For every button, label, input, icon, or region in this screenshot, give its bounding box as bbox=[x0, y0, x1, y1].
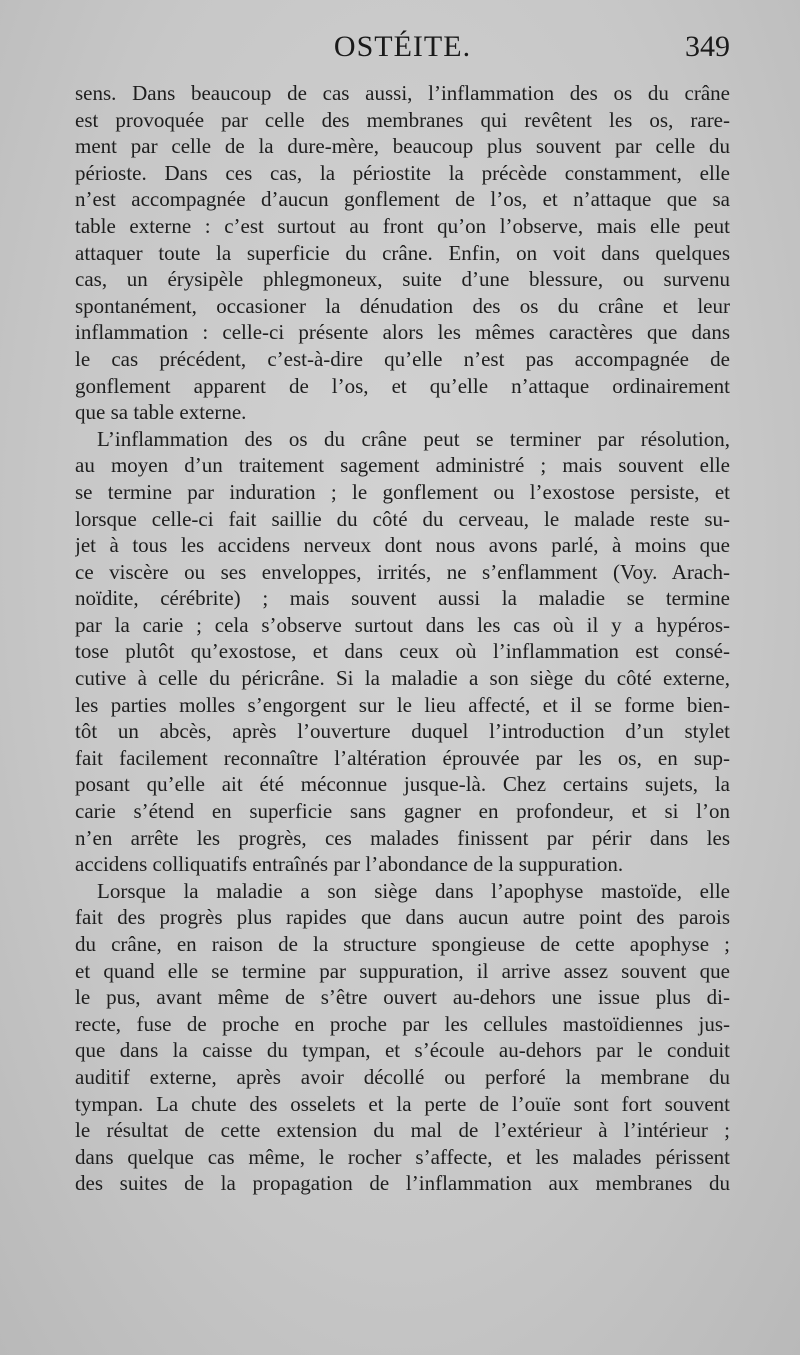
text-line: table externe : c’est surtout au front qu’on l’observe, mais elle peut bbox=[75, 213, 730, 238]
text-line: tôt un abcès, après l’ouverture duquel l’introduction d’un stylet bbox=[75, 719, 730, 744]
running-title: OSTÉITE. bbox=[333, 30, 472, 63]
text-line: carie s’étend en superficie sans gagner en profondeur, et si l’on bbox=[75, 799, 730, 824]
text-line: n’est accompagnée d’aucun gonflement de l’os, et n’attaque que sa bbox=[75, 187, 730, 212]
text-line: recte, fuse de proche en proche par les cellules mastoïdiennes jus- bbox=[75, 1011, 730, 1036]
text-line: tose plutôt qu’exostose, et dans ceux où l’inflammation est consé- bbox=[75, 639, 730, 664]
page-number: 349 bbox=[685, 30, 730, 63]
text-line: au moyen d’un traitement sagement administré ; mais souvent elle bbox=[75, 453, 730, 478]
text-line: jet à tous les accidens nerveux dont nous avons parlé, à moins que bbox=[75, 533, 730, 558]
text-line: lorsque celle-ci fait saillie du côté du cerveau, le malade reste su- bbox=[75, 506, 730, 531]
text-line: n’en arrête les progrès, ces malades finissent par périr dans les bbox=[75, 825, 730, 850]
text-line: inflammation : celle-ci présente alors les mêmes caractères que dans bbox=[75, 320, 730, 345]
text-line: le résultat de cette extension du mal de l’extérieur à l’intérieur ; bbox=[75, 1118, 730, 1143]
paragraph-end-line: que sa table externe. bbox=[75, 400, 247, 425]
text-line: se termine par induration ; le gonflement ou l’exostose persiste, et bbox=[75, 479, 730, 504]
text-line: cas, un érysipèle phlegmoneux, suite d’une blessure, ou survenu bbox=[75, 267, 730, 292]
paragraph-first-line: Lorsque la maladie a son siège dans l’apophyse mastoïde, elle bbox=[97, 878, 730, 903]
text-line: périoste. Dans ces cas, la périostite la précède constamment, elle bbox=[75, 160, 730, 185]
text-line: du crâne, en raison de la structure spongieuse de cette apophyse ; bbox=[75, 932, 730, 956]
text-line: tympan. La chute des osselets et la perte de l’ouïe sont fort souvent bbox=[75, 1091, 730, 1116]
text-line: gonflement apparent de l’os, et qu’elle n’attaque ordinairement bbox=[75, 373, 730, 398]
text-line: posant qu’elle ait été méconnue jusque-là. Chez certains sujets, la bbox=[75, 772, 730, 797]
text-line: le pus, avant même de s’être ouvert au-dehors une issue plus di- bbox=[75, 985, 730, 1010]
text-line: fait facilement reconnaître l’altération éprouvée par les os, en sup- bbox=[75, 745, 730, 770]
text-line: ce viscère ou ses enveloppes, irrités, ne s’enflamment (Voy. Arach- bbox=[75, 559, 730, 584]
text-line: attaquer toute la superficie du crâne. Enfin, on voit dans quelques bbox=[75, 240, 730, 265]
paragraph-first-line: L’inflammation des os du crâne peut se terminer par résolution, bbox=[97, 426, 730, 451]
text-line: par la carie ; cela s’observe surtout dans les cas où il y a hypéros- bbox=[75, 612, 730, 637]
text-line: spontanément, occasioner la dénudation des os du crâne et leur bbox=[75, 293, 730, 318]
text-line: que dans la caisse du tympan, et s’écoule au-dehors par le conduit bbox=[75, 1038, 730, 1063]
text-line: et quand elle se termine par suppuration, il arrive assez souvent que bbox=[75, 958, 730, 983]
text-line: le cas précédent, c’est-à-dire qu’elle n’est pas accompagnée de bbox=[75, 346, 730, 371]
text-line: dans quelque cas même, le rocher s’affecte, et les malades périssent bbox=[75, 1144, 730, 1169]
text-line: les parties molles s’engorgent sur le lieu affecté, et il se forme bien- bbox=[75, 692, 730, 717]
text-line: est provoquée par celle des membranes qui revêtent les os, rare- bbox=[75, 107, 730, 132]
body-text bbox=[75, 80, 730, 1197]
text-line: fait des progrès plus rapides que dans aucun autre point des parois bbox=[75, 905, 730, 930]
text-line: auditif externe, après avoir décollé ou perforé la membrane du bbox=[75, 1064, 730, 1089]
text-line: ment par celle de la dure-mère, beaucoup plus souvent par celle du bbox=[75, 134, 730, 159]
page-header bbox=[75, 30, 730, 70]
text-line: des suites de la propagation de l’inflammation aux membranes du bbox=[75, 1171, 730, 1196]
paragraph-end-line: accidens colliquatifs entraînés par l’abondance de la suppuration. bbox=[75, 852, 624, 877]
text-line: cutive à celle du péricrâne. Si la maladie a son siège du côté externe, bbox=[75, 666, 730, 691]
text-line: noïdite, cérébrite) ; mais souvent aussi la maladie se termine bbox=[75, 586, 730, 611]
text-line: sens. Dans beaucoup de cas aussi, l’inflammation des os du crâne bbox=[75, 81, 730, 105]
